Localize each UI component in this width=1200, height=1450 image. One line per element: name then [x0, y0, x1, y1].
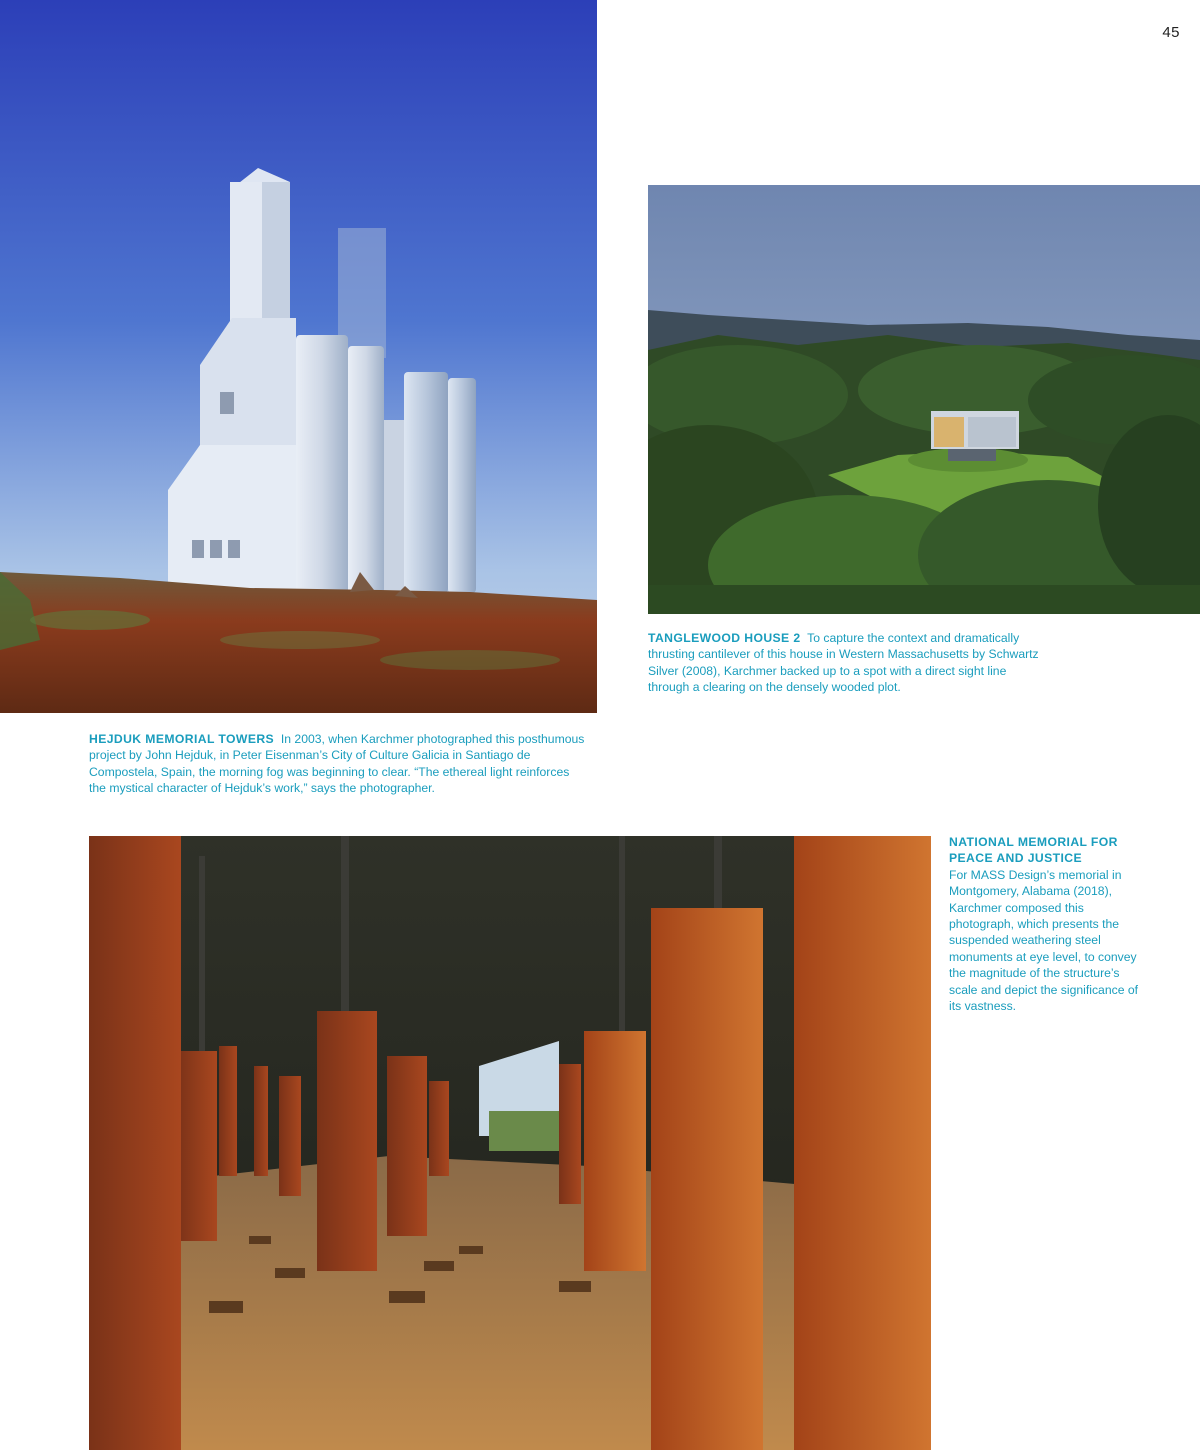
hejduk-caption	[89, 731, 589, 797]
tanglewood-caption	[648, 630, 1048, 696]
memorial-caption-heading: NATIONAL MEMORIAL FOR PEACE AND JUSTICE	[949, 835, 1118, 866]
hejduk-towers-photo	[0, 0, 597, 713]
memorial-photo	[89, 836, 931, 1450]
hejduk-caption-heading: HEJDUK MEMORIAL TOWERS	[89, 732, 275, 746]
tanglewood-caption-body: To capture the context and dramatically thrusting cantilever of this house in Western Massachusetts by Schwartz Silver (2008), Karchmer backed up to a spot with a direct sight line through a clearing on the densely wooded plot.	[648, 631, 1039, 695]
tanglewood-house-photo	[648, 185, 1200, 614]
page-number: 45	[1162, 24, 1180, 41]
memorial-caption-body: For MASS Design’s memorial in Montgomery, Alabama (2018), Karchmer composed this photograph, which presents the suspended weathering steel monuments at eye level, to convey the magnitude of the structure’s scale and depict the significance of its vastness.	[949, 867, 1139, 1014]
hejduk-caption-body: In 2003, when Karchmer photographed this posthumous project by John Hejduk, in Peter Eisenman’s City of Culture Galicia in Santiago de Compostela, Spain, the morning fog was beginning to clear. “The ethereal light reinforces the mystical character of Hejduk’s work,” says the photographer.	[89, 732, 585, 796]
memorial-caption	[949, 834, 1139, 1014]
tanglewood-caption-heading: TANGLEWOOD HOUSE 2	[648, 631, 801, 645]
